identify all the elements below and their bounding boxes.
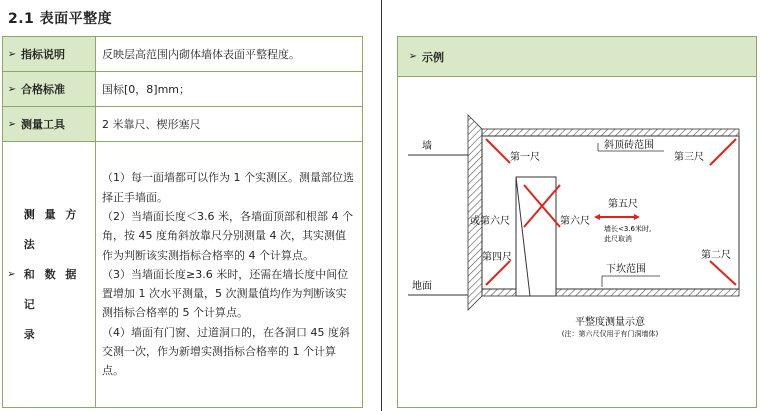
example-title: 示例 (422, 50, 444, 64)
table-row (3, 72, 363, 107)
method-label-cell (3, 142, 96, 408)
arrow-icon: ➢ (7, 83, 17, 95)
lower-zone-label: 下坎范围 (606, 264, 646, 275)
criteria-table (2, 36, 363, 408)
example-panel (397, 36, 757, 408)
row-value: 2 米靠尺、楔形塞尺 (96, 107, 363, 142)
method-paragraph: （3）当墙面长度≥3.6 米时，还需在墙长度中间位置增加 1 次水平测量，5 次测量值均作为判断该实测指标合格率的 5 个计算点。 (102, 267, 349, 320)
wall-label: 墙 (422, 141, 432, 152)
method-label-line: 测 量 方 法 (23, 207, 80, 251)
ruler-6-alt-label: 或第六尺 (470, 216, 510, 227)
row-label: 测量工具 (21, 118, 65, 131)
method-label-line: 和 数 据 记 (23, 267, 80, 311)
arrow-icon: ➢ (7, 118, 17, 130)
method-text (96, 142, 363, 408)
arrow-icon: ➢ (7, 48, 17, 60)
row-label-cell (3, 72, 96, 107)
table-row (3, 37, 363, 72)
table-row (3, 107, 363, 142)
ruler-5-note-line1: 墙长<3.6米时, (604, 225, 652, 233)
diagram-caption-note: (注：第六尺仅用于有门洞墙体) (561, 330, 659, 338)
slant-zone-label: 斜顶砖范围 (604, 140, 654, 151)
page-divider (381, 0, 382, 411)
arrow-icon: ➢ (7, 269, 16, 280)
method-paragraph: （1）每一面墙都可以作为 1 个实测区。测量部位选择正手墙面。 (102, 171, 354, 204)
row-value: 反映层高范围内砌体墙体表面平整程度。 (96, 37, 363, 72)
row-label: 合格标准 (21, 83, 65, 96)
table-row (3, 142, 363, 408)
ground-label: 地面 (412, 281, 432, 292)
method-paragraph: （4）墙面有门窗、过道洞口的，在各洞口 45 度斜交测一次，作为新增实测指标合格率的 1 个计算点。 (102, 325, 350, 378)
side-wall (468, 115, 482, 310)
ruler-6-label: 第六尺 (560, 216, 590, 227)
flatness-diagram (398, 77, 756, 407)
row-label-cell (3, 37, 96, 72)
row-label-cell (3, 107, 96, 142)
diagram-caption: 平整度测量示意 (575, 317, 645, 328)
ruler-5-note-line2: 此尺取消 (604, 235, 632, 243)
ruler-2-label: 第二尺 (701, 250, 731, 261)
ruler-1-label: 第一尺 (510, 152, 540, 163)
row-value: 国标[0，8]mm； (96, 72, 363, 107)
example-header (398, 37, 756, 77)
method-paragraph: （2）当墙面长度＜3.6 米，各墙面顶部和根部 4 个角，按 45 度角斜放靠尺分别测量 4 次，其实测值作为判断该实测指标合格率的 4 个计算点。 (102, 209, 353, 262)
row-label: 指标说明 (21, 48, 65, 61)
ruler-4-label: 第四尺 (482, 252, 512, 263)
door-opening (516, 177, 556, 296)
method-label-line: 录 (23, 327, 38, 341)
ruler-5-label: 第五尺 (608, 199, 638, 210)
top-hatch (482, 129, 739, 136)
ruler-3-label: 第三尺 (674, 152, 704, 163)
section-title: 2.1 表面平整度 (8, 11, 113, 27)
arrow-icon: ➢ (408, 51, 418, 62)
